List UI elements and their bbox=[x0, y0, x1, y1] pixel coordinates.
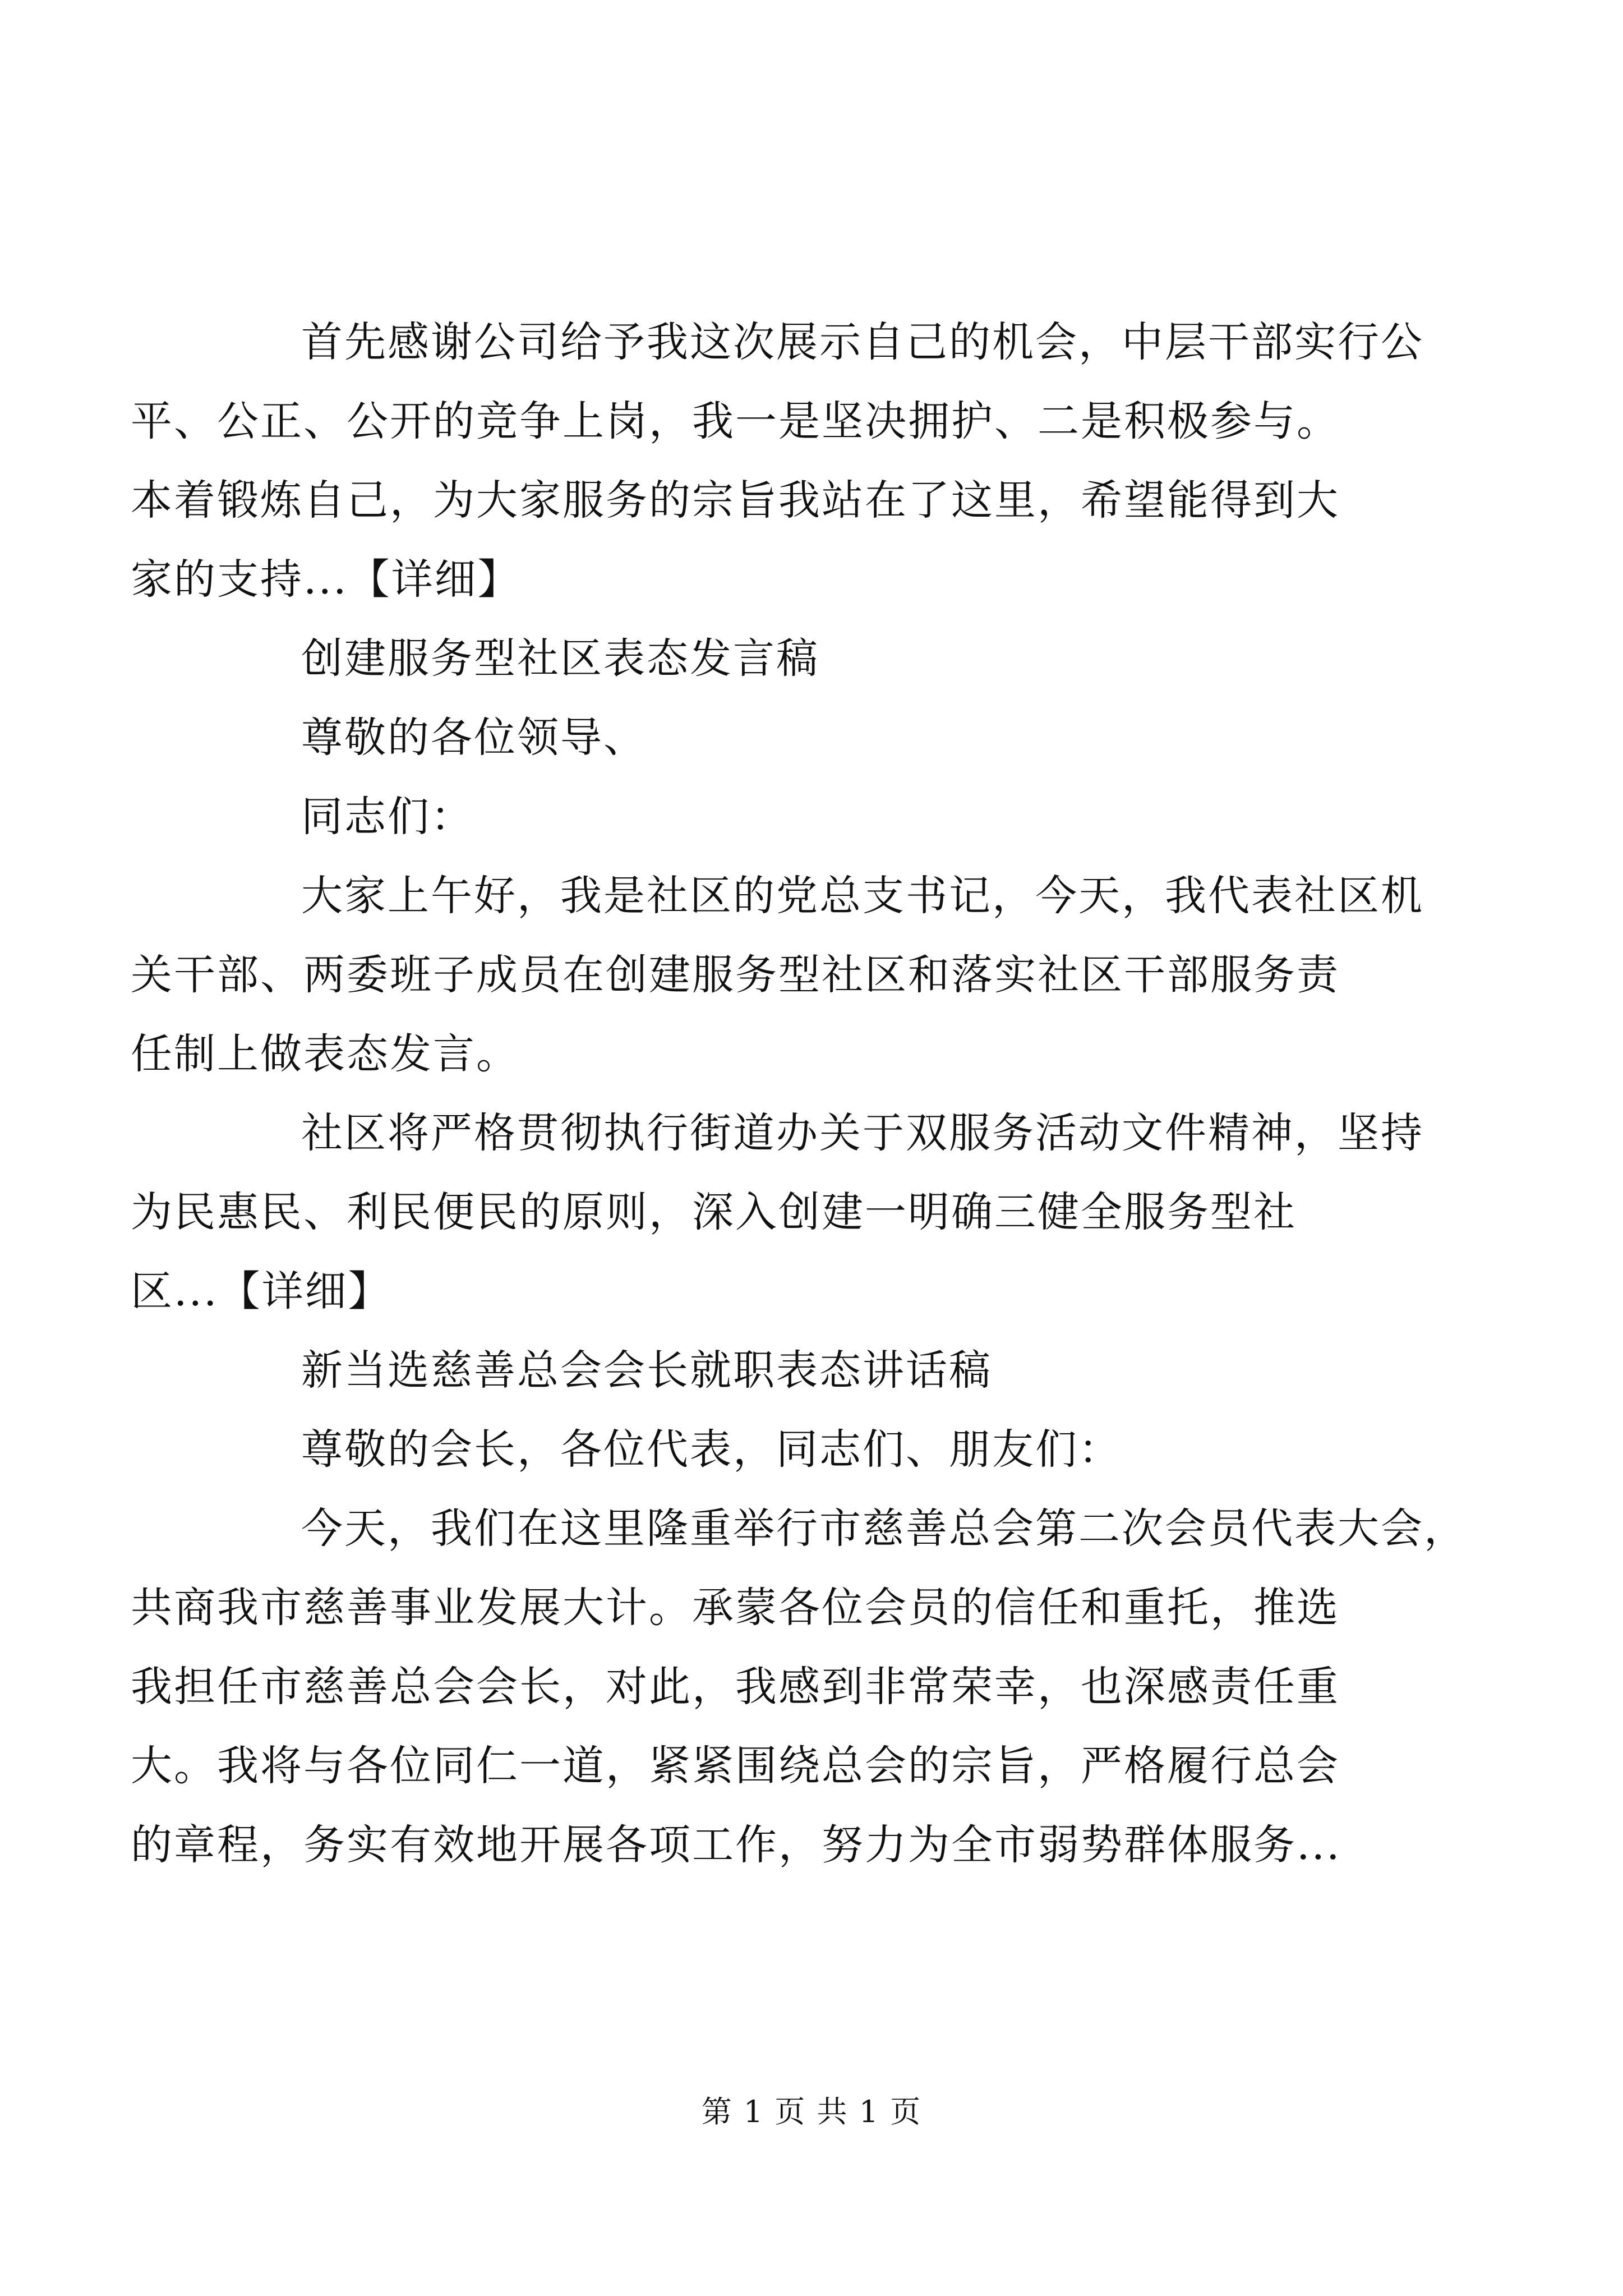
text-line: 家的支持...【详细】 bbox=[131, 555, 521, 604]
document-body bbox=[131, 303, 1467, 1885]
text-line: 尊敬的各位领导、 bbox=[301, 714, 647, 762]
paragraph-community-intro bbox=[131, 857, 1427, 1094]
text-line: 新当选慈善总会会长就职表态讲话稿 bbox=[301, 1346, 992, 1395]
text-line: 为民惠民、利民便民的原则，深入创建一明确三健全服务型社 bbox=[131, 1188, 1297, 1236]
text-line: 的章程，务实有效地开展各项工作，努力为全市弱势群体服务... bbox=[131, 1821, 1341, 1869]
text-line: 大。我将与各位同仁一道，紧紧围绕总会的宗旨，严格履行总会 bbox=[131, 1742, 1340, 1790]
text-line: 共商我市慈善事业发展大计。承蒙各位会员的信任和重托，推选 bbox=[131, 1584, 1340, 1632]
salutation-comrades bbox=[216, 777, 1427, 857]
heading-community-speech bbox=[216, 619, 1427, 698]
paragraph-community-policy bbox=[131, 1094, 1427, 1331]
heading-charity-speech bbox=[216, 1331, 1427, 1410]
text-line: 任制上做表态发言。 bbox=[131, 1030, 519, 1078]
paragraph-intro bbox=[131, 303, 1427, 619]
paragraph-charity-body bbox=[131, 1489, 1467, 1885]
text-line: 首先感谢公司给予我这次展示自己的机会，中层干部实行公 bbox=[301, 318, 1424, 366]
text-line: 本着锻炼自己，为大家服务的宗旨我站在了这里，希望能得到大 bbox=[131, 476, 1340, 524]
text-line: 社区将严格贯彻执行街道办关于双服务活动文件精神，坚持 bbox=[301, 1109, 1424, 1157]
text-line: 今天，我们在这里隆重举行市慈善总会第二次会员代表大会， bbox=[301, 1504, 1467, 1553]
text-line: 尊敬的会长，各位代表，同志们、朋友们： bbox=[301, 1425, 1122, 1474]
text-line: 区...【详细】 bbox=[131, 1267, 391, 1315]
text-line: 创建服务型社区表态发言稿 bbox=[301, 634, 819, 683]
salutation-charity bbox=[216, 1410, 1427, 1489]
page-number-footer: 第 1 页 共 1 页 bbox=[701, 2094, 922, 2129]
text-line: 我担任市慈善总会会长，对此，我感到非常荣幸，也深感责任重 bbox=[131, 1663, 1340, 1711]
salutation-leaders bbox=[216, 698, 1427, 777]
text-line: 大家上午好，我是社区的党总支书记，今天，我代表社区机 bbox=[301, 872, 1424, 920]
text-line: 关干部、两委班子成员在创建服务型社区和落实社区干部服务责 bbox=[131, 951, 1340, 999]
text-line: 平、公正、公开的竞争上岗，我一是坚决拥护、二是积极参与。 bbox=[131, 397, 1340, 445]
text-line: 同志们： bbox=[301, 793, 474, 841]
